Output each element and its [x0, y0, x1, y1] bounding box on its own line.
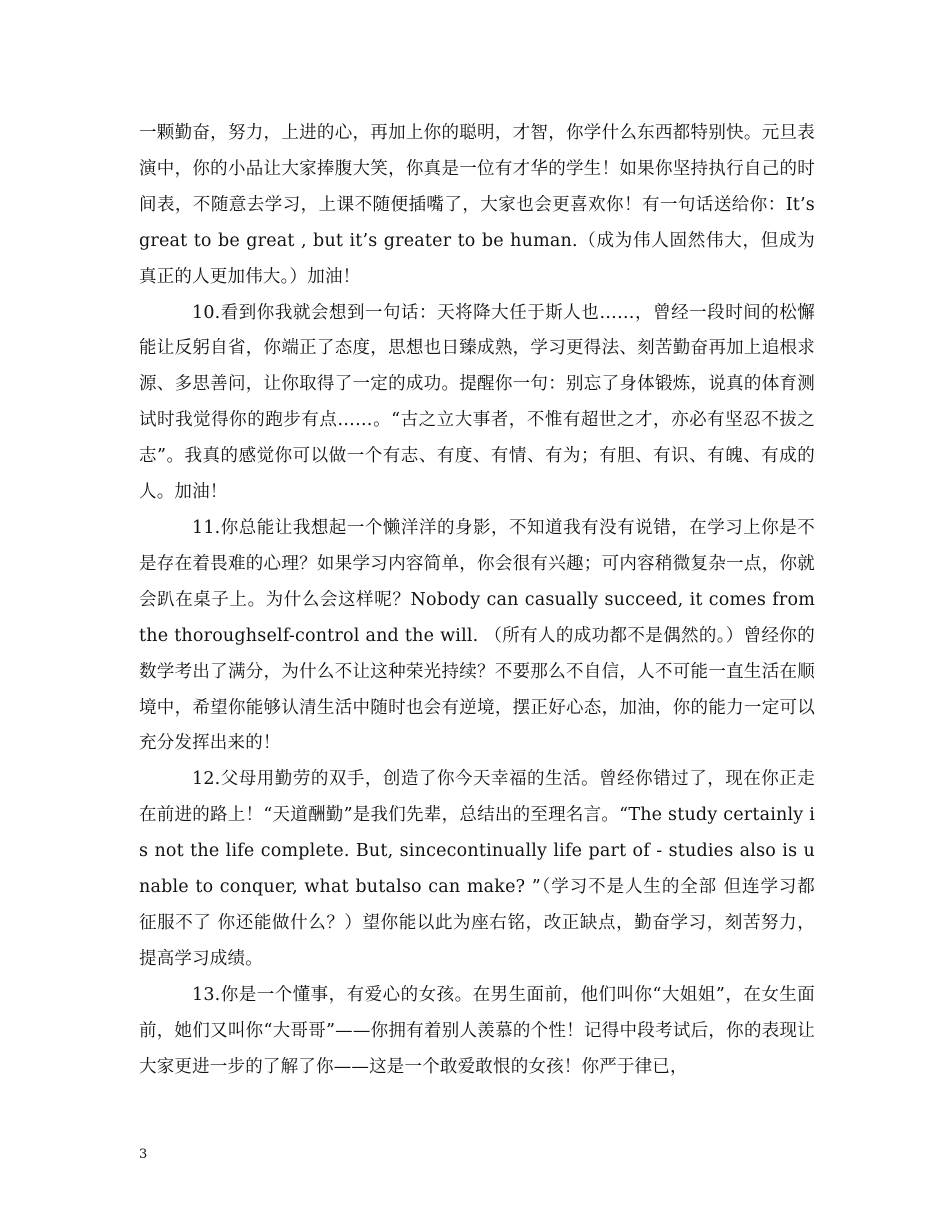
paragraph-continuation: 一颗勤奋，努力，上进的心，再加上你的聪明，才智，你学什么东西都特别快。元旦表演中，你的小品让大家捧腹大笑，你真是一位有才华的学生！如果你坚持执行自己的时间表，不随意去学习，上课不随便插嘴了，大家也会更喜欢你！有一句话送给你：It’s great to be great , but it’s greater to be human.（成为伟人固然伟大，但成为真正的人更加伟大。）加油！ — [139, 123, 815, 287]
paragraph-item-12: 12.父母用勤劳的双手，创造了你今天幸福的生活。曾经你错过了，现在你正走在前进的路上！“天道酬勤”是我们先辈，总结出的至理名言。“The study certainly is not the life complete. But, sincecontinually life part of - studies also is unable to conquer, what butalso can make? ”（学习不是人生的全部 但连学习都征服不了 你还能做什么？）望你能以此为座右铭，改正缺点，勤奋学习，刻苦努力，提高学习成绩。 — [139, 769, 815, 969]
paragraph-item-10: 10.看到你我就会想到一句话：天将降大任于斯人也……，曾经一段时间的松懈能让反躬自省，你端正了态度，思想也日臻成熟，学习更得法、刻苦勤奋再加上追根求源、多思善问，让你取得了一定的成功。提醒你一句：别忘了身体锻炼，说真的体育测试时我觉得你的跑步有点……。“古之立大事者，不惟有超世之才，亦必有坚忍不拔之志”。我真的感觉你可以做一个有志、有度、有情、有为；有胆、有识、有魄、有成的人。加油！ — [139, 302, 815, 503]
paragraph-item-13: 13.你是一个懂事，有爱心的女孩。在男生面前，他们叫你“大姐姐”，在女生面前，她们又叫你“大哥哥”——你拥有着别人羡慕的个性！记得中段考试后，你的表现让大家更进一步的了解了你——这是一个敢爱敢恨的女孩！你严于律已， — [139, 984, 815, 1077]
paragraph-item-11: 11.你总能让我想起一个懒洋洋的身影，不知道我有没有说错，在学习上你是不是存在着畏难的心理？如果学习内容简单，你会很有兴趣；可内容稍微复杂一点，你就会趴在桌子上。为什么会这样呢？Nobody can casually succeed, it comes from the thoroughself-control and the will. （所有人的成功都不是偶然的。）曾经你的数学考出了满分，为什么不让这种荣光持续？不要那么不自信，人不可能一直生活在顺境中，希望你能够认清生活中随时也会有逆境，摆正好心态，加油，你的能力一定可以充分发挥出来的！ — [139, 517, 815, 754]
body-text — [139, 116, 815, 1085]
page-number: 3 — [139, 1147, 148, 1162]
